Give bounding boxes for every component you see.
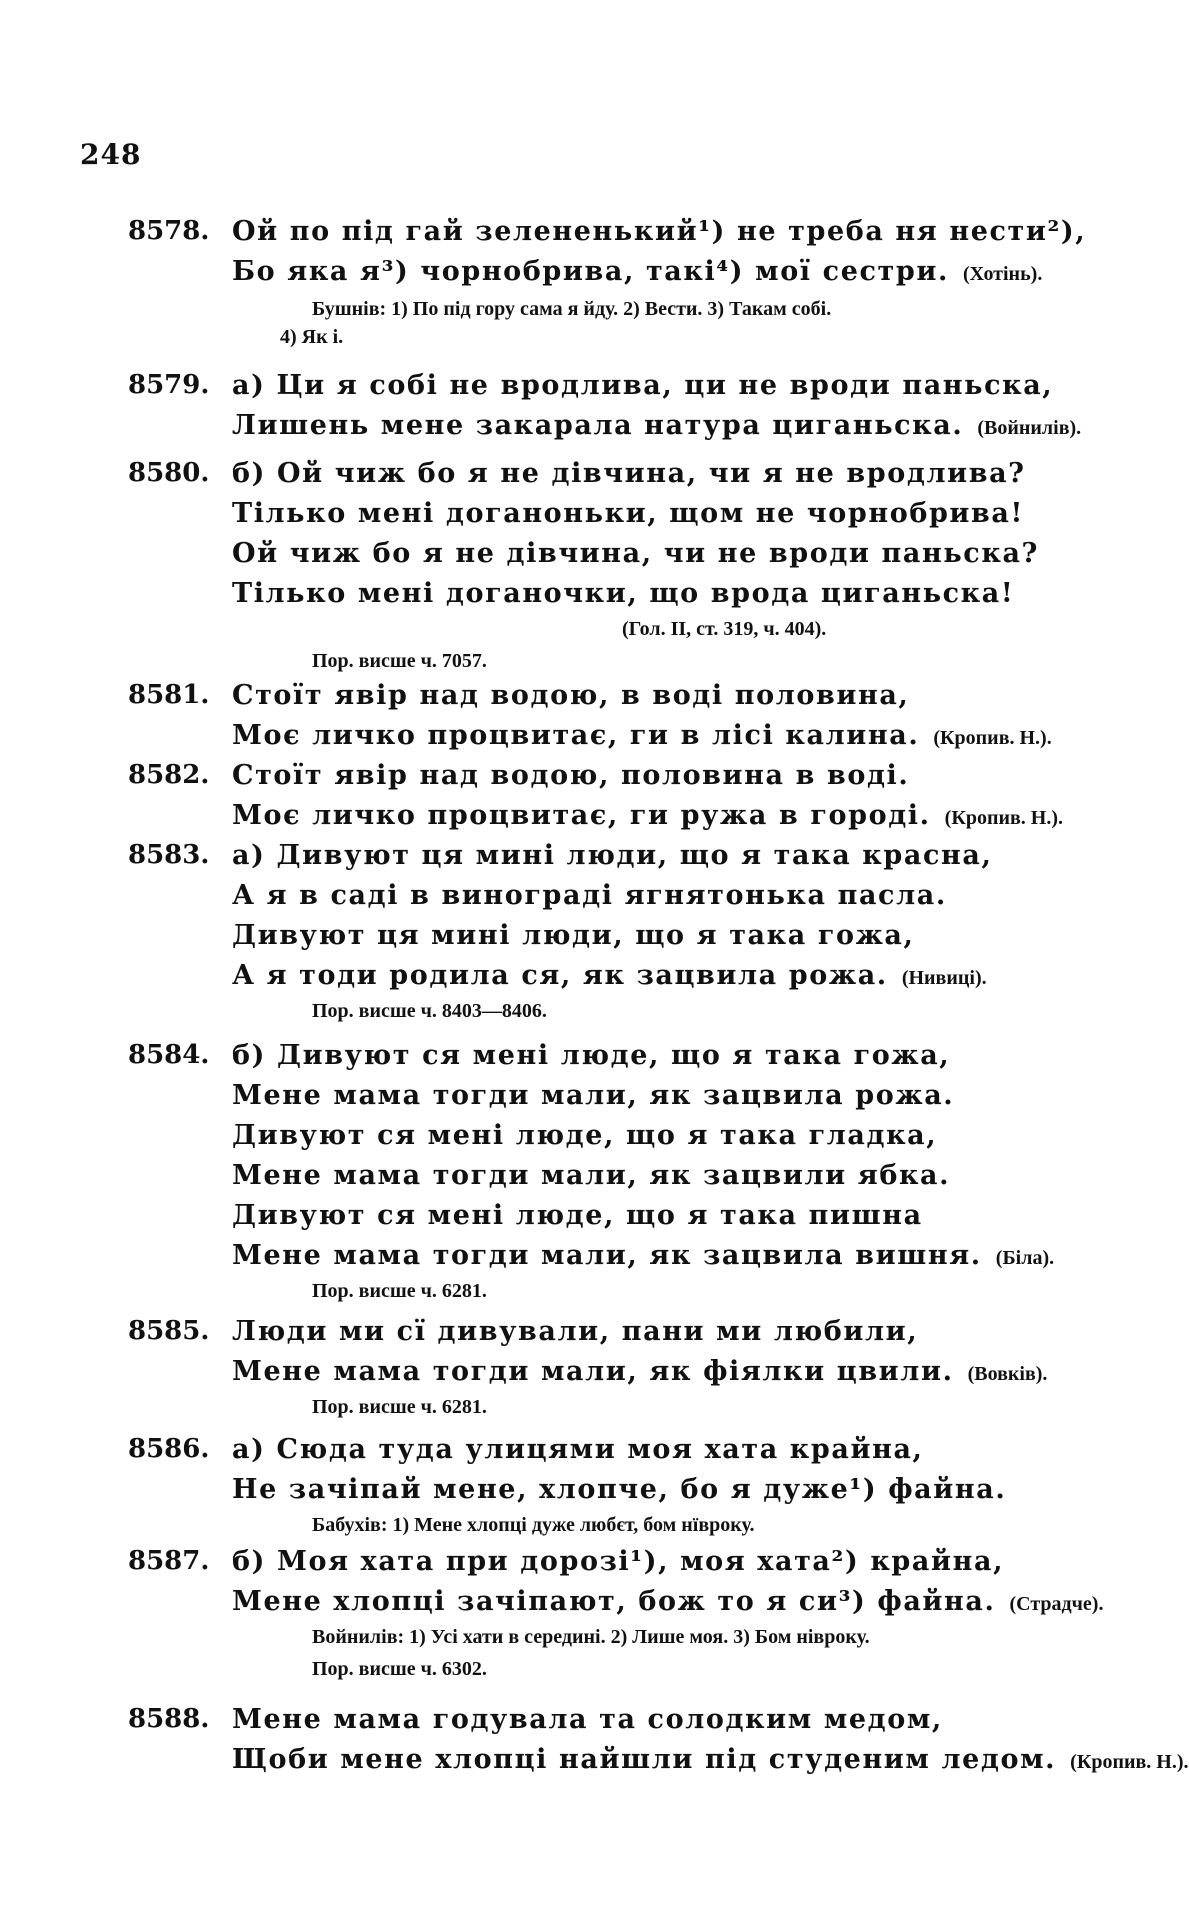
verse-line: б) Ой чиж бо я не дівчина, чи я не вродлива? [232,458,1026,489]
verse-line: Бо яка я³) чорнобрива, такі⁴) мої сестри. (Хотінь). [232,256,1043,287]
verse-line: Мене мама тогди мали, як фіялки цвили. (Вовків). [232,1356,1048,1387]
verse-line: Мене мама тогди мали, як зацвила рожа. [232,1080,955,1111]
source-ref: (Кропив. Н.). [944,807,1064,829]
verse-line: Дивуют ця мині люди, що я така гожа, [232,920,915,951]
verse-line: Ой чиж бо я не дівчина, чи не вроди паньска? [232,538,1039,569]
cross-reference: Пор. висше ч. 8403—8406. [312,1000,547,1022]
verse-line: б) Дивуют ся мені люде, що я така гожа, [232,1040,951,1071]
verse-line: Щоби мене хлопці найшли під студеним ледом. (Кропив. Н.). [232,1744,1189,1775]
entry-number: 8578. [128,216,210,246]
verse-line: Стоїт явір над водою, половина в воді. [232,760,910,791]
entry-number: 8583. [128,840,210,870]
entry-number: 8581. [128,680,210,710]
verse-line: Ой по під гай зелененький¹) не треба ня нести²), [232,216,1087,247]
source-ref: (Нивиці). [901,967,987,989]
verse-line: Тілько мені доганочки, що врода циганьска! [232,578,1015,609]
verse-line: А я в саді в винограді ягнятонька пасла. [232,880,947,911]
cross-reference: Пор. висше ч. 6281. [312,1280,487,1302]
source-ref: (Біла). [995,1247,1055,1269]
variant-note-cont: 4) Як і. [280,326,344,348]
source-ref: (Войнилів). [977,417,1082,439]
verse-line: Тілько мені доганоньки, щом не чорнобрива! [232,498,1024,529]
source-ref: (Вовків). [967,1363,1048,1385]
verse-line: Мене мама годувала та солодким медом, [232,1704,943,1735]
cross-reference: Пор. висше ч. 6302. [312,1658,487,1680]
entry-number: 8585. [128,1316,210,1346]
variant-note: Бушнів: 1) По під гору сама я йду. 2) Вести. 3) Такам собі. [312,298,832,320]
verse-line: Мене мама тогди мали, як зацвила вишня. (Біла). [232,1240,1055,1271]
variant-note: Бабухів: 1) Мене хлопці дуже любєт, бом нївроку. [312,1514,755,1536]
source-ref: (Страдче). [1009,1593,1104,1615]
entry-number: 8584. [128,1040,210,1070]
variant-note: Войнилів: 1) Усі хати в середині. 2) Лише моя. 3) Бом нівроку. [312,1626,870,1648]
verse-line: Дивуют ся мені люде, що я така гладка, [232,1120,938,1151]
source-ref: (Кропив. Н.). [933,727,1052,749]
source-ref: (Гол. II, ст. 319, ч. 404). [622,618,827,640]
verse-line: Стоїт явір над водою, в воді половина, [232,680,910,711]
entry-number: 8586. [128,1434,210,1464]
source-ref: (Хотінь). [962,263,1043,285]
entry-number: 8587. [128,1546,210,1576]
verse-line: Люди ми сї дивували, пани ми любили, [232,1316,919,1347]
verse-line: Мене хлопці зачіпают, бож то я си³) файна. (Страдче). [232,1586,1104,1617]
verse-line: Моє личко процвитає, ги ружа в городі. (Кропив. Н.). [232,800,1064,831]
verse-line: Дивуют ся мені люде, що я така пишна [232,1200,923,1231]
cross-reference: Пор. висше ч. 7057. [312,650,487,672]
verse-line: а) Сюда туда улицями моя хата крайна, [232,1434,924,1465]
entry-number: 8582. [128,760,210,790]
source-ref: (Кропив. Н.). [1070,1751,1189,1773]
verse-line: а) Дивуют ця мині люди, що я така красна, [232,840,993,871]
cross-reference: Пор. висше ч. 6281. [312,1396,487,1418]
verse-line: Лишень мене закарала натура циганьска. (Войнилів). [232,410,1082,441]
entry-number: 8588. [128,1704,210,1734]
entry-number: 8580. [128,458,210,488]
page-number: 248 [80,138,142,171]
verse-line: Не зачіпай мене, хлопче, бо я дуже¹) файна. [232,1474,1007,1505]
verse-line: Моє личко процвитає, ги в лісі калина. (Кропив. Н.). [232,720,1052,751]
verse-line: б) Моя хата при дорозі¹), моя хата²) крайна, [232,1546,1005,1577]
verse-line: А я тоди родила ся, як зацвила рожа. (Нивиці). [232,960,987,991]
entry-number: 8579. [128,370,210,400]
verse-line: а) Ци я собі не вродлива, ци не вроди паньска, [232,370,1054,401]
verse-line: Мене мама тогди мали, як зацвили ябка. [232,1160,951,1191]
